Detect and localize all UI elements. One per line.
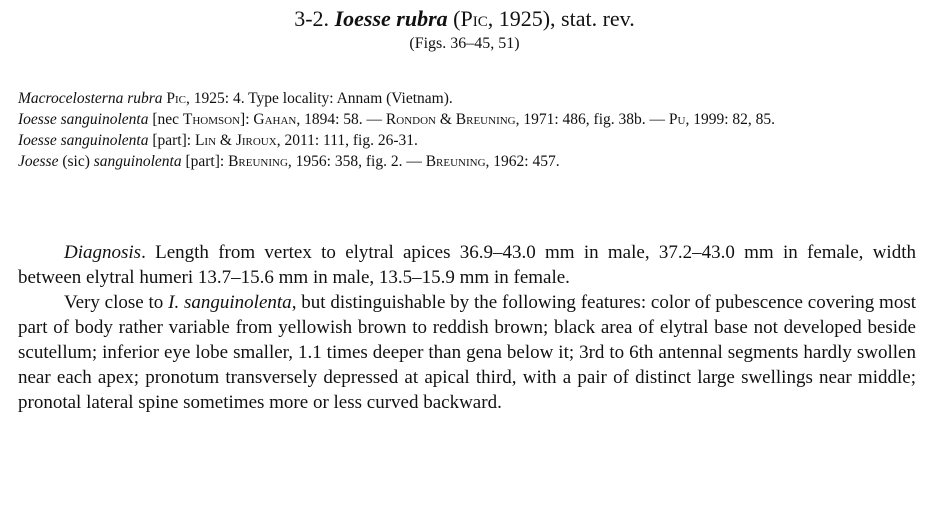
synonym-sic: (sic) [58,153,94,170]
comparison-text: , but distinguishable by the following features: color of pubescence covering most part of body rather variable from yellowish brown to reddish brown; black area of elytral base not developed beside scutellum; inferior eye lobe smaller, 1.1 times deeper than gena below it; 3rd to 6th antennal segments hardly swollen near each apex; pronotum transversely depressed at apical third, with a pair of distinct large swellings near middle; pronotal lateral spine sometimes more or less curved backward. [18,292,916,413]
diagnosis-text: . Length from vertex to elytral apices 36.9–43.0 mm in male, 37.2–43.0 mm in female, width between elytral humeri 13.7–15.6 mm in male, 13.5–15.9 mm in female. [18,242,916,288]
synonym-taxon-genus: Joesse [18,153,59,170]
reference-author: Breuning [228,153,288,170]
heading-number: 3-2. [294,6,330,31]
synonym-citation: , 1925: 4. Type locality: Annam (Vietnam). [186,90,453,107]
reference-author: Lin & Jiroux [194,132,277,149]
body-text [18,240,916,415]
comparison-lead: Very close to [64,292,169,313]
synonymy-list [18,88,918,172]
synonym-author: Pic [166,90,187,107]
synonym-taxon: Ioesse sanguinolenta [18,111,149,128]
synonym-taxon: Ioesse sanguinolenta [18,132,149,149]
synonym-nec-author: Thomson [182,111,241,128]
synonym-taxon-species: sanguinolenta [93,153,182,170]
reference-citation: , 1962: 457. [485,153,560,170]
synonym-entry [18,88,918,109]
synonym-entry [18,109,918,130]
synonym-nec-close: ]: [240,111,254,128]
species-heading [0,6,929,32]
reference-citation: , 1956: 358, fig. 2. — [287,153,426,170]
heading-taxon-name: Ioesse rubra [334,6,448,31]
reference-author: Gahan [253,111,297,128]
synonym-nec-open: [nec [148,111,183,128]
diagnosis-paragraph [18,240,916,290]
reference-author: Breuning [425,153,486,170]
reference-citation: , 1999: 82, 85. [685,111,776,128]
synonym-taxon: Macrocelosterna rubra [18,90,163,107]
synonym-qualifier: [part]: [148,132,195,149]
figure-reference: (Figs. 36–45, 51) [409,35,520,52]
reference-citation: , 1971: 486, fig. 38b. — [515,111,669,128]
heading-year-status: , 1925), stat. rev. [487,6,635,31]
synonym-qualifier: [part]: [181,153,229,170]
reference-author: Pu [668,111,686,128]
diagnosis-label: Diagnosis [64,242,142,263]
heading-author: Pic [460,6,488,31]
synonym-entry [18,130,918,151]
comparison-paragraph [18,290,916,415]
synonym-entry [18,151,918,172]
reference-citation: , 1894: 58. — [296,111,386,128]
comparison-species: I. sanguinolenta [168,292,292,313]
reference-author: Rondon & Breuning [385,111,516,128]
heading-author-open: ( [453,6,461,31]
reference-citation: , 2011: 111, fig. 26-31. [276,132,418,149]
